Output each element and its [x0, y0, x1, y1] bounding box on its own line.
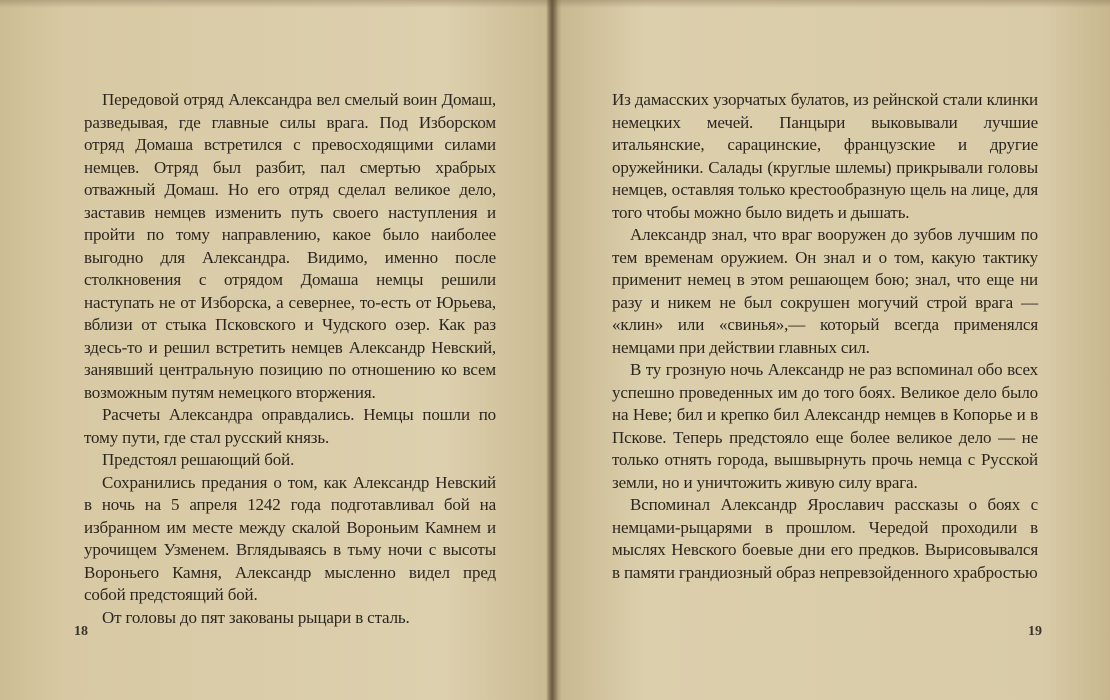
right-page	[552, 0, 1110, 700]
paragraph: Предстоял решающий бой.	[102, 450, 295, 469]
paragraph: От головы до пят закованы рыцари в сталь.	[102, 607, 410, 627]
paragraph: В ту грозную ночь Александр не раз вспоминал обо всех успешно проведенных им до того боях. Великое дело было на Неве; бил и крепко бил Александр немцев в Копорье и в Пскове. Теперь предстояло еще более великое дело — не только отнять города, вышвырнуть прочь немца с Русской земли, но и уничтожить живую силу врага.	[612, 360, 1038, 492]
left-page-text	[84, 89, 496, 629]
right-page-text	[612, 89, 1038, 584]
left-page	[0, 0, 552, 700]
paragraph: Александр знал, что враг вооружен до зубов лучшим по тем временам оружием. Он знал и о том, какую тактику применит немец в этом решающем бою; знал, что еще ни разу и никем не был сокрушен могучий строй врага — «клин» или «свинья»,— который всегда применялся немцами при действии главных сил.	[612, 225, 1038, 357]
paragraph: Расчеты Александра оправдались. Немцы пошли по тому пути, где стал русский князь.	[84, 405, 496, 447]
paragraph: Из дамасских узорчатых булатов, из рейнской стали клинки немецких мечей. Панцыри выковывали лучшие итальянские, сарацинские, французские и другие оружейники. Салады (круглые шлемы) прикрывали головы немцев, оставляя только крестообразную щель на лице, для того чтобы можно было видеть и дышать.	[612, 90, 1038, 222]
page-number-left: 18	[74, 624, 88, 639]
page-number-right: 19	[1028, 624, 1042, 639]
paragraph: Передовой отряд Александра вел смелый воин Домаш, разведывая, где главные силы врага. Под Изборском отряд Домаша встретился с превосходящими силами немцев. Отряд был разбит, пал смертью храбрых отважный Домаш. Но его отряд сделал великое дело, заставив немцев изменить путь своего наступления и пройти по тому направлению, какое было наиболее выгодно для Александра. Видимо, именно после столкновения с отрядом Домаша немцы решили наступать не от Изборска, а севернее, то-есть от Юрьева, вблизи от стыка Псковского и Чудского озер. Как раз здесь-то и решил встретить немцев Александр Невский, занявший центральную позицию по отношению ко всем возможным путям немецкого вторжения.	[84, 90, 496, 402]
paragraph: Сохранились предания о том, как Александр Невский в ночь на 5 апреля 1242 года подготавливал бой на избранном им месте между скалой Вороньим Камнем и урочищем Узменем. Вглядываясь в тьму ночи с высоты Вороньего Камня, Александр мысленно видел пред собой предстоящий бой.	[84, 472, 496, 604]
paragraph: Вспоминал Александр Ярославич рассказы о боях с немцами-рыцарями в прошлом. Чередой проходили в мыслях Невского боевые дни его предков. Вырисовывался в памяти грандиозный образ непревзойденного храбростью	[612, 495, 1038, 582]
